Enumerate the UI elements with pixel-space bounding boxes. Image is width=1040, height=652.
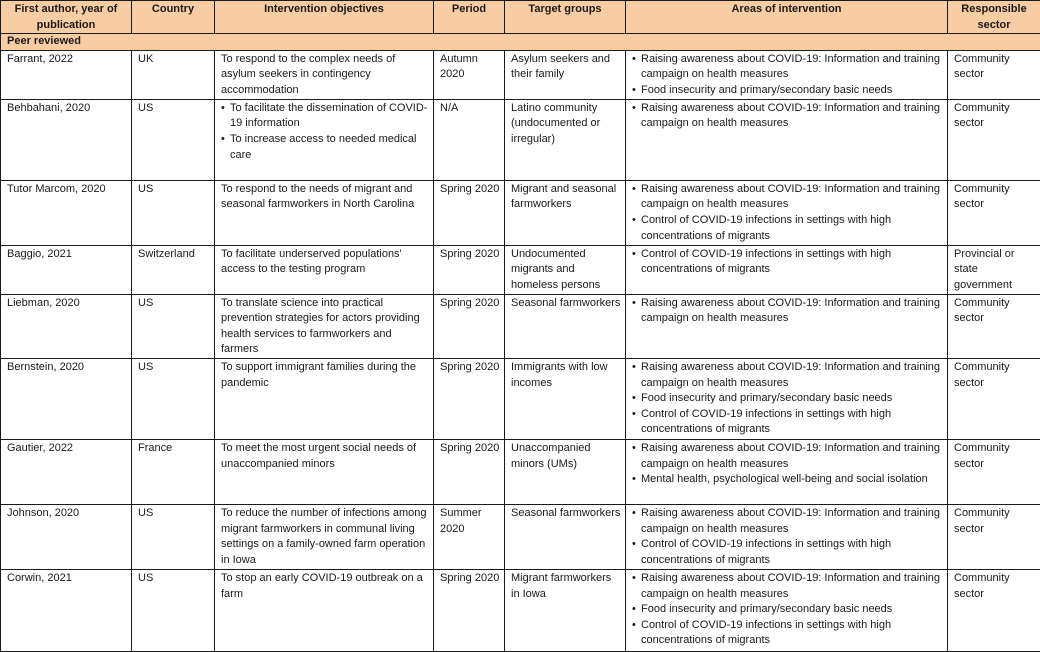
cell-sector: Community sector (948, 504, 1040, 569)
cell-target-groups: Undocumented migrants and homeless persons (505, 245, 626, 294)
cell-areas-item: • Food insecurity and primary/secondary basic needs (632, 83, 943, 99)
cell-areas (626, 569, 948, 651)
cell-author: Gautier, 2022 (1, 439, 132, 504)
cell-author: Behbahani, 2020 (1, 99, 132, 180)
cell-sector: Community sector (948, 294, 1040, 358)
cell-objectives (215, 504, 434, 569)
cell-period: Spring 2020 (434, 358, 505, 439)
col-header-country: Country (132, 1, 215, 34)
cell-target-groups: Latino community (undocumented or irregular) (505, 99, 626, 180)
cell-period: Spring 2020 (434, 294, 505, 358)
cell-objectives-text: To stop an early COVID-19 outbreak on a farm (221, 571, 429, 602)
cell-areas-item: • Control of COVID-19 infections in settings with high concentrations of migrants (632, 247, 943, 278)
cell-areas-item: • Food insecurity and primary/secondary basic needs (632, 391, 943, 407)
cell-country: US (132, 180, 215, 245)
cell-areas-list (632, 52, 943, 99)
col-header-author: First author, year of publication (1, 1, 132, 34)
cell-period: Spring 2020 (434, 439, 505, 504)
table-body (1, 34, 1040, 652)
cell-areas-item: • Raising awareness about COVID-19: Information and training campaign on health measures (632, 506, 943, 537)
cell-objectives (215, 569, 434, 651)
table-row (1, 180, 1040, 245)
cell-objectives (215, 50, 434, 99)
cell-objectives (215, 439, 434, 504)
cell-areas-item: • Raising awareness about COVID-19: Information and training campaign on health measures (632, 571, 943, 602)
cell-target-groups: Migrant and seasonal farmworkers (505, 180, 626, 245)
table-row (1, 504, 1040, 569)
cell-areas (626, 504, 948, 569)
cell-period: N/A (434, 99, 505, 180)
table-row (1, 569, 1040, 651)
cell-areas-list (632, 360, 943, 438)
cell-author: Liebman, 2020 (1, 294, 132, 358)
cell-target-groups: Seasonal farmworkers (505, 294, 626, 358)
cell-areas (626, 439, 948, 504)
cell-areas-item: • Raising awareness about COVID-19: Information and training campaign on health measures (632, 296, 943, 327)
cell-country: UK (132, 50, 215, 99)
cell-objectives-item: • To increase access to needed medical care (221, 132, 429, 163)
cell-objectives-item: • To facilitate the dissemination of COVID-19 information (221, 101, 429, 132)
header-row (1, 1, 1040, 34)
cell-objectives-text: To respond to the needs of migrant and seasonal farmworkers in North Carolina (221, 182, 429, 213)
cell-country: Switzerland (132, 245, 215, 294)
cell-objectives-text: To meet the most urgent social needs of unaccompanied minors (221, 441, 429, 472)
cell-sector: Community sector (948, 569, 1040, 651)
col-header-target-groups: Target groups (505, 1, 626, 34)
table-row (1, 99, 1040, 180)
cell-areas (626, 99, 948, 180)
cell-areas-item: • Control of COVID-19 infections in settings with high concentrations of migrants (632, 213, 943, 244)
cell-areas (626, 294, 948, 358)
cell-areas (626, 180, 948, 245)
cell-country: US (132, 294, 215, 358)
cell-areas-item: • Control of COVID-19 infections in settings with high concentrations of migrants (632, 537, 943, 568)
cell-target-groups: Asylum seekers and their family (505, 50, 626, 99)
cell-period: Spring 2020 (434, 180, 505, 245)
cell-country: France (132, 439, 215, 504)
table-row (1, 294, 1040, 358)
cell-areas-item: • Raising awareness about COVID-19: Information and training campaign on health measures (632, 182, 943, 213)
col-header-objectives: Intervention objectives (215, 1, 434, 34)
cell-objectives-text: To reduce the number of infections among migrant farmworkers in communal living settings on a family-owned farm operation in Iowa (221, 506, 429, 568)
cell-author: Bernstein, 2020 (1, 358, 132, 439)
cell-objectives (215, 99, 434, 180)
cell-areas-list (632, 182, 943, 244)
cell-objectives (215, 294, 434, 358)
cell-country: US (132, 504, 215, 569)
cell-period: Summer 2020 (434, 504, 505, 569)
cell-objectives-text: To respond to the complex needs of asylum seekers in contingency accommodation (221, 52, 429, 99)
cell-target-groups: Unaccompanied minors (UMs) (505, 439, 626, 504)
section-row (1, 34, 1040, 51)
table-row (1, 439, 1040, 504)
cell-areas-item: • Food insecurity and primary/secondary basic needs (632, 602, 943, 618)
cell-objectives-text: To facilitate underserved populations' access to the testing program (221, 247, 429, 278)
cell-period: Spring 2020 (434, 569, 505, 651)
cell-objectives-text: To support immigrant families during the pandemic (221, 360, 429, 391)
cell-country: US (132, 358, 215, 439)
cell-author: Johnson, 2020 (1, 504, 132, 569)
table-row (1, 50, 1040, 99)
cell-areas-list (632, 441, 943, 488)
cell-objectives-list (221, 101, 429, 163)
cell-areas-list (632, 247, 943, 278)
cell-author: Tutor Marcom, 2020 (1, 180, 132, 245)
table-row (1, 245, 1040, 294)
cell-objectives-text: To translate science into practical prevention strategies for actors providing health services to farmworkers and farmers (221, 296, 429, 358)
cell-target-groups: Immigrants with low incomes (505, 358, 626, 439)
cell-sector: Community sector (948, 439, 1040, 504)
cell-objectives (215, 180, 434, 245)
cell-areas-list (632, 571, 943, 649)
cell-period: Spring 2020 (434, 245, 505, 294)
cell-areas-list (632, 506, 943, 568)
cell-objectives (215, 358, 434, 439)
cell-areas-item: • Raising awareness about COVID-19: Information and training campaign on health measures (632, 101, 943, 132)
cell-areas-item: • Control of COVID-19 infections in settings with high concentrations of migrants (632, 407, 943, 438)
col-header-areas: Areas of intervention (626, 1, 948, 34)
cell-sector: Community sector (948, 99, 1040, 180)
cell-areas-item: • Raising awareness about COVID-19: Information and training campaign on health measures (632, 360, 943, 391)
cell-sector: Community sector (948, 358, 1040, 439)
cell-country: US (132, 569, 215, 651)
cell-areas (626, 245, 948, 294)
cell-sector: Community sector (948, 180, 1040, 245)
cell-areas (626, 358, 948, 439)
cell-areas (626, 50, 948, 99)
cell-areas-item: • Mental health, psychological well-being and social isolation (632, 472, 943, 488)
cell-author: Farrant, 2022 (1, 50, 132, 99)
cell-sector: Provincial or state government (948, 245, 1040, 294)
cell-areas-item: • Control of COVID-19 infections in settings with high concentrations of migrants (632, 618, 943, 649)
cell-areas-list (632, 296, 943, 327)
cell-areas-item: • Raising awareness about COVID-19: Information and training campaign on health measures (632, 441, 943, 472)
cell-sector: Community sector (948, 50, 1040, 99)
cell-target-groups: Migrant farmworkers in Iowa (505, 569, 626, 651)
cell-areas-item: • Raising awareness about COVID-19: Information and training campaign on health measures (632, 52, 943, 83)
cell-country: US (132, 99, 215, 180)
cell-target-groups: Seasonal farmworkers (505, 504, 626, 569)
col-header-period: Period (434, 1, 505, 34)
col-header-sector: Responsible sector (948, 1, 1040, 34)
cell-objectives (215, 245, 434, 294)
cell-author: Corwin, 2021 (1, 569, 132, 651)
section-label: Peer reviewed (1, 34, 1040, 51)
cell-areas-list (632, 101, 943, 132)
cell-author: Baggio, 2021 (1, 245, 132, 294)
table-row (1, 358, 1040, 439)
cell-period: Autumn 2020 (434, 50, 505, 99)
